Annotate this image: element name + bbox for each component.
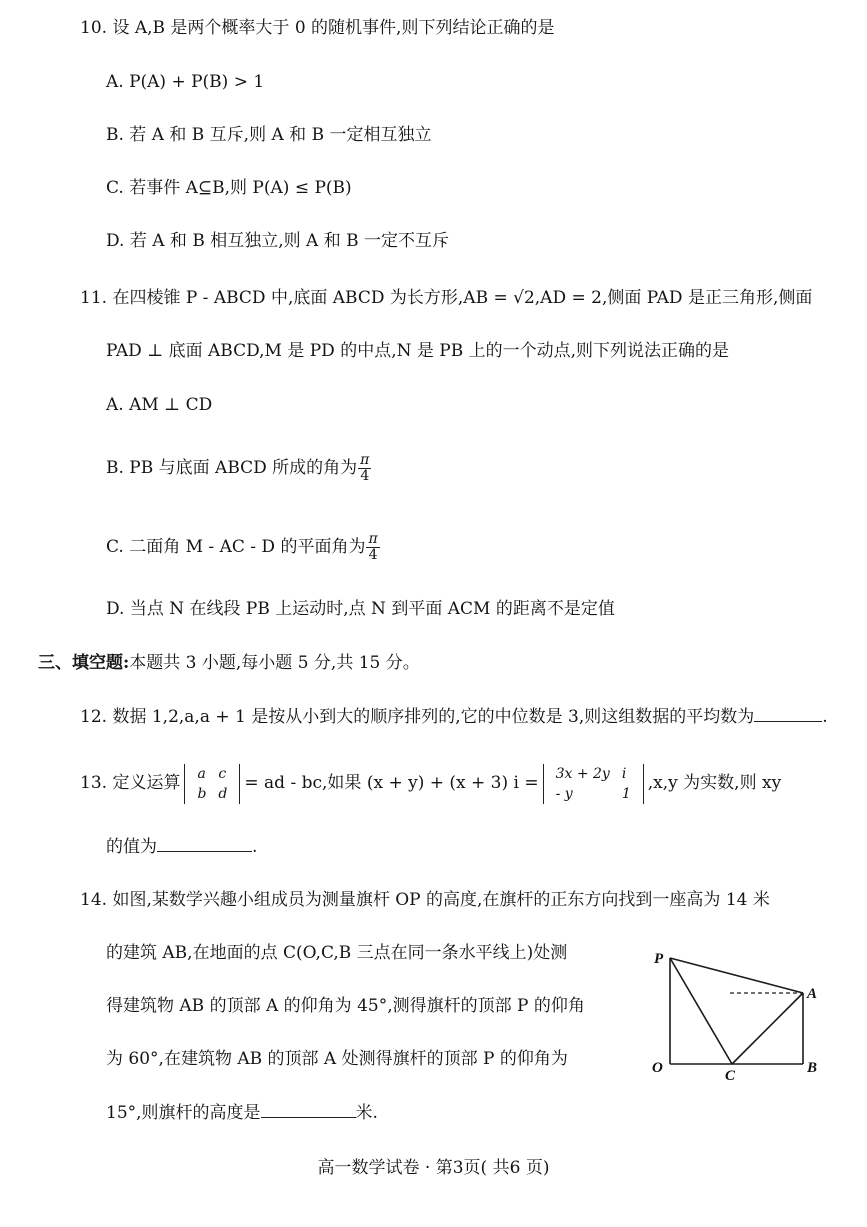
q13-suffix: ,x,y 为实数,则 xy [647,773,782,793]
q10-option-c: C. 若事件 A⊆B,则 P(A) ≤ P(B) [106,178,352,198]
label-b: B [807,1060,818,1076]
label-a: A [807,986,818,1002]
q10-option-a: A. P(A) + P(B) > 1 [106,72,265,92]
fraction-denominator: 4 [368,547,378,563]
q13-line2-text: 的值为 [106,837,157,857]
q11-option-c-text: C. 二面角 M - AC - D 的平面角为 [106,537,366,557]
fraction-numerator: π [368,531,378,547]
q14-line2: 的建筑 AB,在地面的点 C(O,C,B 三点在同一条水平线上)处测 [106,943,568,963]
section-description: 本题共 3 小题,每小题 5 分,共 15 分。 [129,653,420,673]
answer-blank[interactable] [261,1101,356,1118]
fraction-numerator: π [360,452,370,468]
q11-option-a: A. AM ⊥ CD [106,395,213,415]
q11-option-d: D. 当点 N 在线段 PB 上运动时,点 N 到平面 ACM 的距离不是定值 [106,599,615,619]
det-cell: d [218,785,228,802]
q11-option-b [106,453,371,484]
q12-text: 12. 数据 1,2,a,a + 1 是按从小到大的顺序排列的,它的中位数是 3,则这组数据的平均数为 [80,707,755,727]
q14-line4: 为 60°,在建筑物 AB 的顶部 A 处测得旗杆的顶部 P 的仰角为 [106,1049,568,1069]
answer-blank[interactable] [157,835,252,852]
q10-stem: 10. 设 A,B 是两个概率大于 0 的随机事件,则下列结论正确的是 [80,18,555,38]
segment-ca [732,993,803,1064]
segment-pa [670,958,803,993]
q13-tail: . [252,837,258,857]
det-cell: b [197,785,207,802]
q11-stem-line2: PAD ⊥ 底面 ABCD,M 是 PD 的中点,N 是 PB 上的一个动点,则下列说法正确的是 [106,341,730,361]
det-cell: 1 [621,785,631,802]
section-header [38,652,420,674]
determinant-value [543,764,644,804]
q11-option-c [106,532,380,563]
label-c: C [725,1068,736,1080]
label-o: O [652,1060,663,1076]
det-cell: - y [555,785,573,802]
label-p: P [654,951,664,967]
q14-tail: 米. [355,1103,378,1123]
q14-line1: 14. 如图,某数学兴趣小组成员为测量旗杆 OP 的高度,在旗杆的正东方向找到一座高为 14 米 [80,890,770,910]
det-cell: i [621,765,627,782]
section-title: 三、填空题: [38,653,130,673]
q13-prefix: 13. 定义运算 [80,773,181,793]
q13-mid: = ad - bc,如果 (x + y) + (x + 3) i = [244,773,539,793]
q12 [80,705,828,728]
q12-tail: . [822,707,828,727]
q13 [80,761,781,805]
flagpole-geometry-figure [640,940,840,1080]
page-footer: 高一数学试卷 · 第3页( 共6 页) [317,1158,550,1178]
q14-line3: 得建筑物 AB 的顶部 A 的仰角为 45°,测得旗杆的顶部 P 的仰角 [106,996,585,1016]
fraction-pi-over-4 [358,453,371,484]
det-cell: 3x + 2y [555,765,610,782]
determinant-definition [184,764,240,804]
det-cell: a [197,765,206,782]
q11-stem-line1: 11. 在四棱锥 P - ABCD 中,底面 ABCD 为长方形,AB = √2,AD = 2,侧面 PAD 是正三角形,侧面 [80,288,813,308]
fraction-pi-over-4 [366,532,379,563]
q13-line2 [106,835,257,858]
q10-option-b: B. 若 A 和 B 互斥,则 A 和 B 一定相互独立 [106,125,432,145]
q14-line5-text: 15°,则旗杆的高度是 [106,1103,261,1123]
segment-pc [670,958,732,1064]
det-cell: c [218,765,227,782]
fraction-denominator: 4 [360,468,370,484]
answer-blank[interactable] [754,705,822,722]
q11-option-b-text: B. PB 与底面 ABCD 所成的角为 [106,458,358,478]
q14-line5 [106,1101,378,1124]
q10-option-d: D. 若 A 和 B 相互独立,则 A 和 B 一定不互斥 [106,231,450,251]
